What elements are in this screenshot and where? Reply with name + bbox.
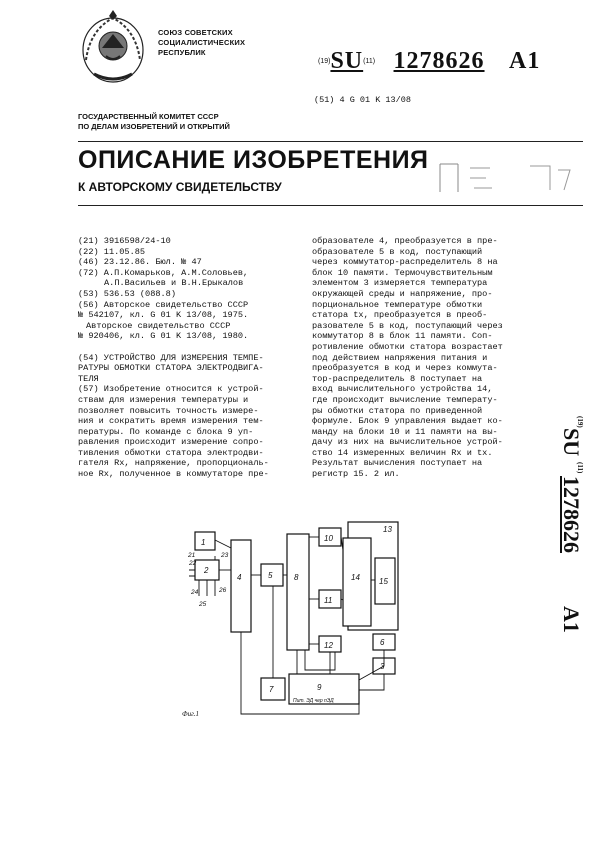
svg-text:26: 26 [219, 587, 227, 594]
document-subtitle: К АВТОРСКОМУ СВИДЕТЕЛЬСТВУ [78, 180, 282, 194]
svg-text:22: 22 [189, 560, 197, 567]
figure-caption: Фиг.1 [182, 710, 200, 718]
svg-text:1: 1 [201, 538, 206, 547]
svg-text:11: 11 [324, 596, 333, 605]
svg-text:25: 25 [199, 601, 207, 608]
block-14 [343, 538, 371, 626]
svg-text:7: 7 [269, 685, 274, 694]
svg-text:23: 23 [221, 552, 229, 559]
abstract-continuation: образователе 4, преобразуется в пре- образователе 5 в код, поступающий через коммутатор-распределитель 8 на блок 10 памяти. Термочувствительным элементом 3 измеряется температура окружающей среды и напряжение, про- порциональное температуре обмотки статора tx, преобразуется в преоб- разователе 5 в код, поступающий через коммутатор 8 в блок 11 памяти. Соп- ротивление обмотки статора возрастает под действием напряжения питания и преобразуется в код и через коммута- тор-распределитель 8 поступает на вход вычислительного устройства 14, где происходит вычисление температу- ры обмотки статора по приведенной формуле. Блок 9 управления выдает ко- манду на блоки 10 и 11 памяти на вы- дачу из них на вычислительное устрой- ство 14 измеренных величин Rx и tx. Результат вычисления поступает на регистр 15. 2 ил. [312, 236, 503, 480]
abstract-start: (57) Изобретение относится к устрой- [78, 384, 264, 395]
patent-number-line: (19)SU(11) 1278626 A1 [318, 48, 541, 74]
svg-text:12: 12 [324, 641, 333, 650]
svg-text:13: 13 [383, 525, 392, 534]
svg-text:10: 10 [324, 534, 333, 543]
block-8 [287, 534, 309, 650]
svg-text:Пит. ЭД чер пЭД: Пит. ЭД чер пЭД [293, 698, 334, 704]
svg-text:21: 21 [188, 552, 196, 559]
divider [78, 205, 583, 206]
block-4 [231, 540, 251, 632]
svg-text:14: 14 [351, 573, 360, 582]
svg-text:6: 6 [380, 638, 385, 647]
block-diagram [185, 520, 415, 730]
library-stamp-icon [430, 160, 580, 196]
svg-text:2: 2 [204, 566, 209, 575]
svg-text:5: 5 [268, 571, 273, 580]
ussr-emblem-icon [80, 10, 146, 85]
patent-number: 1278626 [393, 48, 485, 74]
svg-text:4: 4 [237, 573, 242, 582]
invention-title: (54) УСТРОЙСТВО ДЛЯ ИЗМЕРЕНИЯ ТЕМПЕ- [78, 352, 264, 363]
divider [78, 141, 583, 142]
svg-text:9: 9 [317, 683, 322, 692]
state-committee: ГОСУДАРСТВЕННЫЙ КОМИТЕТ СССР ПО ДЕЛАМ ИЗОБРЕТЕНИЙ И ОТКРЫТИЙ [78, 112, 230, 131]
svg-text:3: 3 [380, 662, 385, 671]
bibliographic-data: (21) 3916598/24-10 (22) 11.05.85 (46) 23.12.86. Бюл. № 47 (72) А.П.Комарьков, А.М.Соловьев, А.П.Васильев и В.Н.Ерыкалов (53) 536.53 (088.8) (56) Авторское свидетельство СССР № 542107, кл. G 01 K 13/08, 1975. Авторское свидетельство СССР № 920406, кл. G 01 K 13/08, 1980. (54) УСТРОЙСТВО ДЛЯ ИЗМЕРЕНИЯ ТЕМПЕ- РАТУРЫ ОБМОТКИ СТАТОРА ЭЛЕКТРОДВИГА- ТЕЛЯ (57) Изобретение относится к устрой- ствам для измерения температуры и позволяет повысить точность измере- ния и сократить время измерения тем- пературы. По команде с блока 9 уп- равления происходит измерение сопро- тивления обмотки статора электродви- гателя Rx, напряжение, пропорциональ- ное Rx, полученное в коммутаторе пре- [78, 236, 298, 480]
svg-text:15: 15 [379, 577, 388, 586]
svg-text:8: 8 [294, 573, 299, 582]
country-code: SU [330, 48, 364, 74]
patent-kind: A1 [508, 48, 541, 74]
side-patent-number: (19) SU (11) 1278626 A1 [559, 416, 584, 633]
document-title: ОПИСАНИЕ ИЗОБРЕТЕНИЯ [78, 146, 429, 174]
ipc-classification: (51) 4 G 01 K 13/08 [314, 95, 411, 105]
svg-text:24: 24 [191, 589, 199, 596]
country-org-name: СОЮЗ СОВЕТСКИХ СОЦИАЛИСТИЧЕСКИХ РЕСПУБЛИК [158, 28, 246, 57]
